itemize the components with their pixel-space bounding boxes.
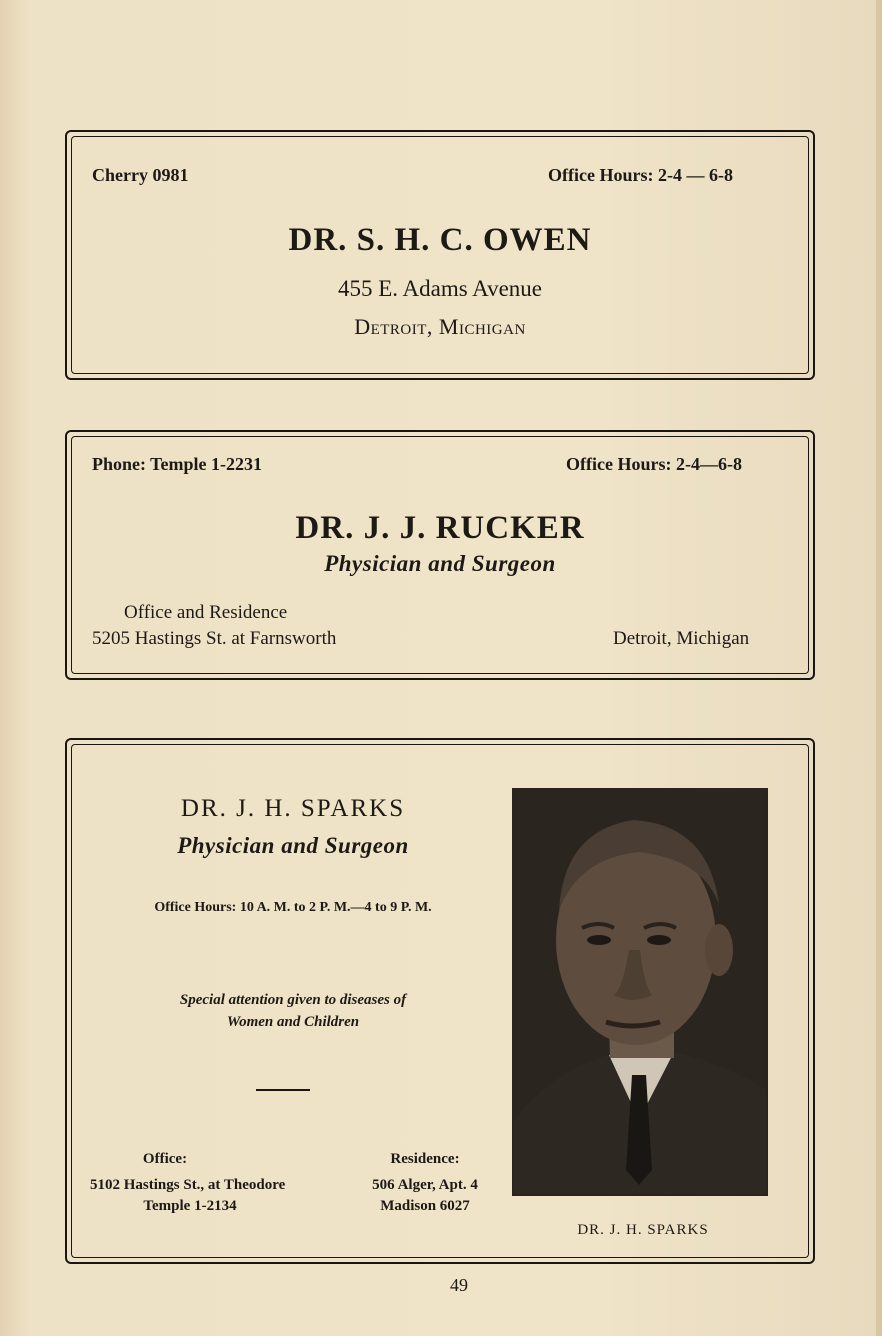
rucker-city: Detroit, Michigan	[613, 628, 750, 649]
sparks-portrait-photo	[512, 788, 768, 1196]
sparks-title: Physician and Surgeon	[177, 833, 409, 858]
sparks-special-line1: Special attention given to diseases of	[179, 992, 407, 1008]
rucker-title: Physician and Surgeon	[324, 551, 556, 576]
owen-phone: Cherry 0981	[92, 165, 189, 185]
owen-hours: Office Hours: 2-4 — 6-8	[548, 165, 733, 185]
owen-name: DR. S. H. C. OWEN	[288, 222, 592, 258]
sparks-residence-address: 506 Alger, Apt. 4	[372, 1177, 478, 1193]
sparks-office-label: Office:	[142, 1151, 188, 1167]
owen-city: Detroit, Michigan	[354, 314, 526, 339]
rucker-address: 5205 Hastings St. at Farnsworth	[92, 628, 337, 649]
rucker-hours: Office Hours: 2-4—6-8	[566, 454, 742, 474]
rucker-name: DR. J. J. RUCKER	[295, 510, 585, 546]
sparks-residence-phone: Madison 6027	[380, 1198, 470, 1214]
sparks-office-address: 5102 Hastings St., at Theodore	[90, 1177, 286, 1193]
rucker-office-label: Office and Residence	[124, 602, 288, 623]
sparks-name: DR. J. H. SPARKS	[180, 795, 406, 822]
owen-address: 455 E. Adams Avenue	[338, 276, 542, 301]
sparks-hours: Office Hours: 10 A. M. to 2 P. M.—4 to 9 P. M.	[154, 900, 432, 915]
sparks-special-line2: Women and Children	[226, 1014, 360, 1030]
sparks-photo-caption: DR. J. H. SPARKS	[577, 1222, 709, 1238]
rucker-phone: Phone: Temple 1-2231	[92, 454, 263, 474]
page-number: 49	[450, 1275, 468, 1295]
sparks-divider	[256, 1089, 310, 1091]
page-edge	[876, 0, 882, 1336]
sparks-residence-label: Residence:	[390, 1151, 460, 1167]
sparks-office-phone: Temple 1-2134	[143, 1198, 237, 1214]
